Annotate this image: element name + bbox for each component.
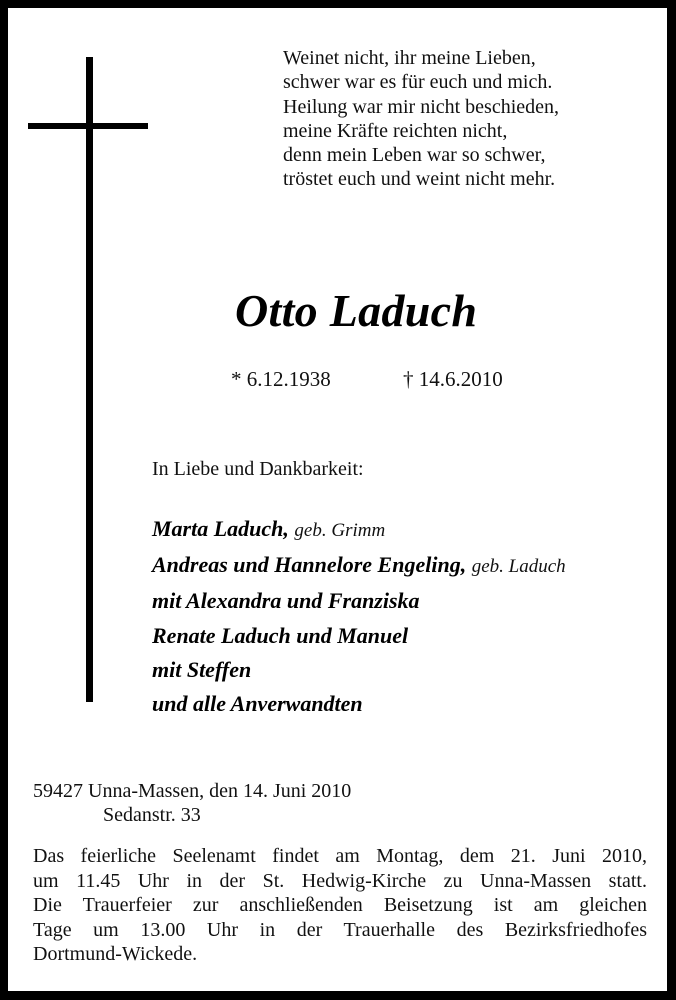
poem [283, 46, 559, 192]
poem-line: tröstet euch und weint nicht mehr. [283, 168, 556, 191]
mourner-line [152, 687, 566, 721]
notice-line: Dortmund-Wickede. [33, 943, 198, 965]
poem-line: schwer war es für euch und mich. [283, 71, 553, 94]
notice-line: Das feierliche Seelenamt findet am Montag, dem 21. Juni 2010, [33, 845, 647, 867]
mourner-name: mit Steffen [152, 656, 252, 682]
notice-line: Die Trauerfeier zur anschließenden Beisetzung ist am gleichen [33, 894, 647, 916]
mourner-note: geb. Grimm [294, 520, 386, 541]
mourner-line [152, 619, 566, 653]
poem-line: Heilung war mir nicht beschieden, [283, 95, 560, 118]
funeral-notice [33, 844, 647, 967]
birth-date: * 6.12.1938 [231, 367, 331, 391]
mourner-line [152, 584, 566, 618]
mourners-intro: In Liebe und Dankbarkeit: [152, 458, 364, 480]
mourner-name: und alle Anverwandten [152, 691, 363, 717]
notice-line: Tage um 13.00 Uhr in der Trauerhalle des Bezirksfriedhofes [33, 918, 647, 941]
poem-line: Weinet nicht, ihr meine Lieben, [283, 47, 536, 69]
cross-icon-vertical-bar [86, 57, 93, 702]
street-address: Sedanstr. 33 [103, 804, 201, 826]
deceased-name: Otto Laduch [235, 285, 478, 336]
mourner-line [152, 512, 566, 548]
mourner-name: mit Alexandra und Franziska [152, 588, 420, 614]
mourner-name: Marta Laduch, [152, 516, 289, 541]
mourner-line [152, 653, 566, 687]
mourners-list [152, 512, 566, 721]
mourner-line [152, 548, 566, 584]
obituary-card [8, 8, 667, 991]
mourner-name: Renate Laduch und Manuel [152, 622, 409, 648]
place-and-date: 59427 Unna-Massen, den 14. Juni 2010 [33, 780, 352, 802]
mourner-note: geb. Laduch [471, 556, 566, 578]
mourner-name: Andreas und Hannelore Engeling, [152, 552, 467, 578]
death-date: † 14.6.2010 [403, 367, 503, 391]
poem-line: meine Kräfte reichten nicht, [283, 119, 508, 142]
notice-line: um 11.45 Uhr in der St. Hedwig-Kirche zu Unna-Massen statt. [33, 869, 647, 892]
cross-icon-horizontal-bar [28, 123, 148, 129]
poem-line: denn mein Leben war so schwer, [283, 144, 546, 167]
